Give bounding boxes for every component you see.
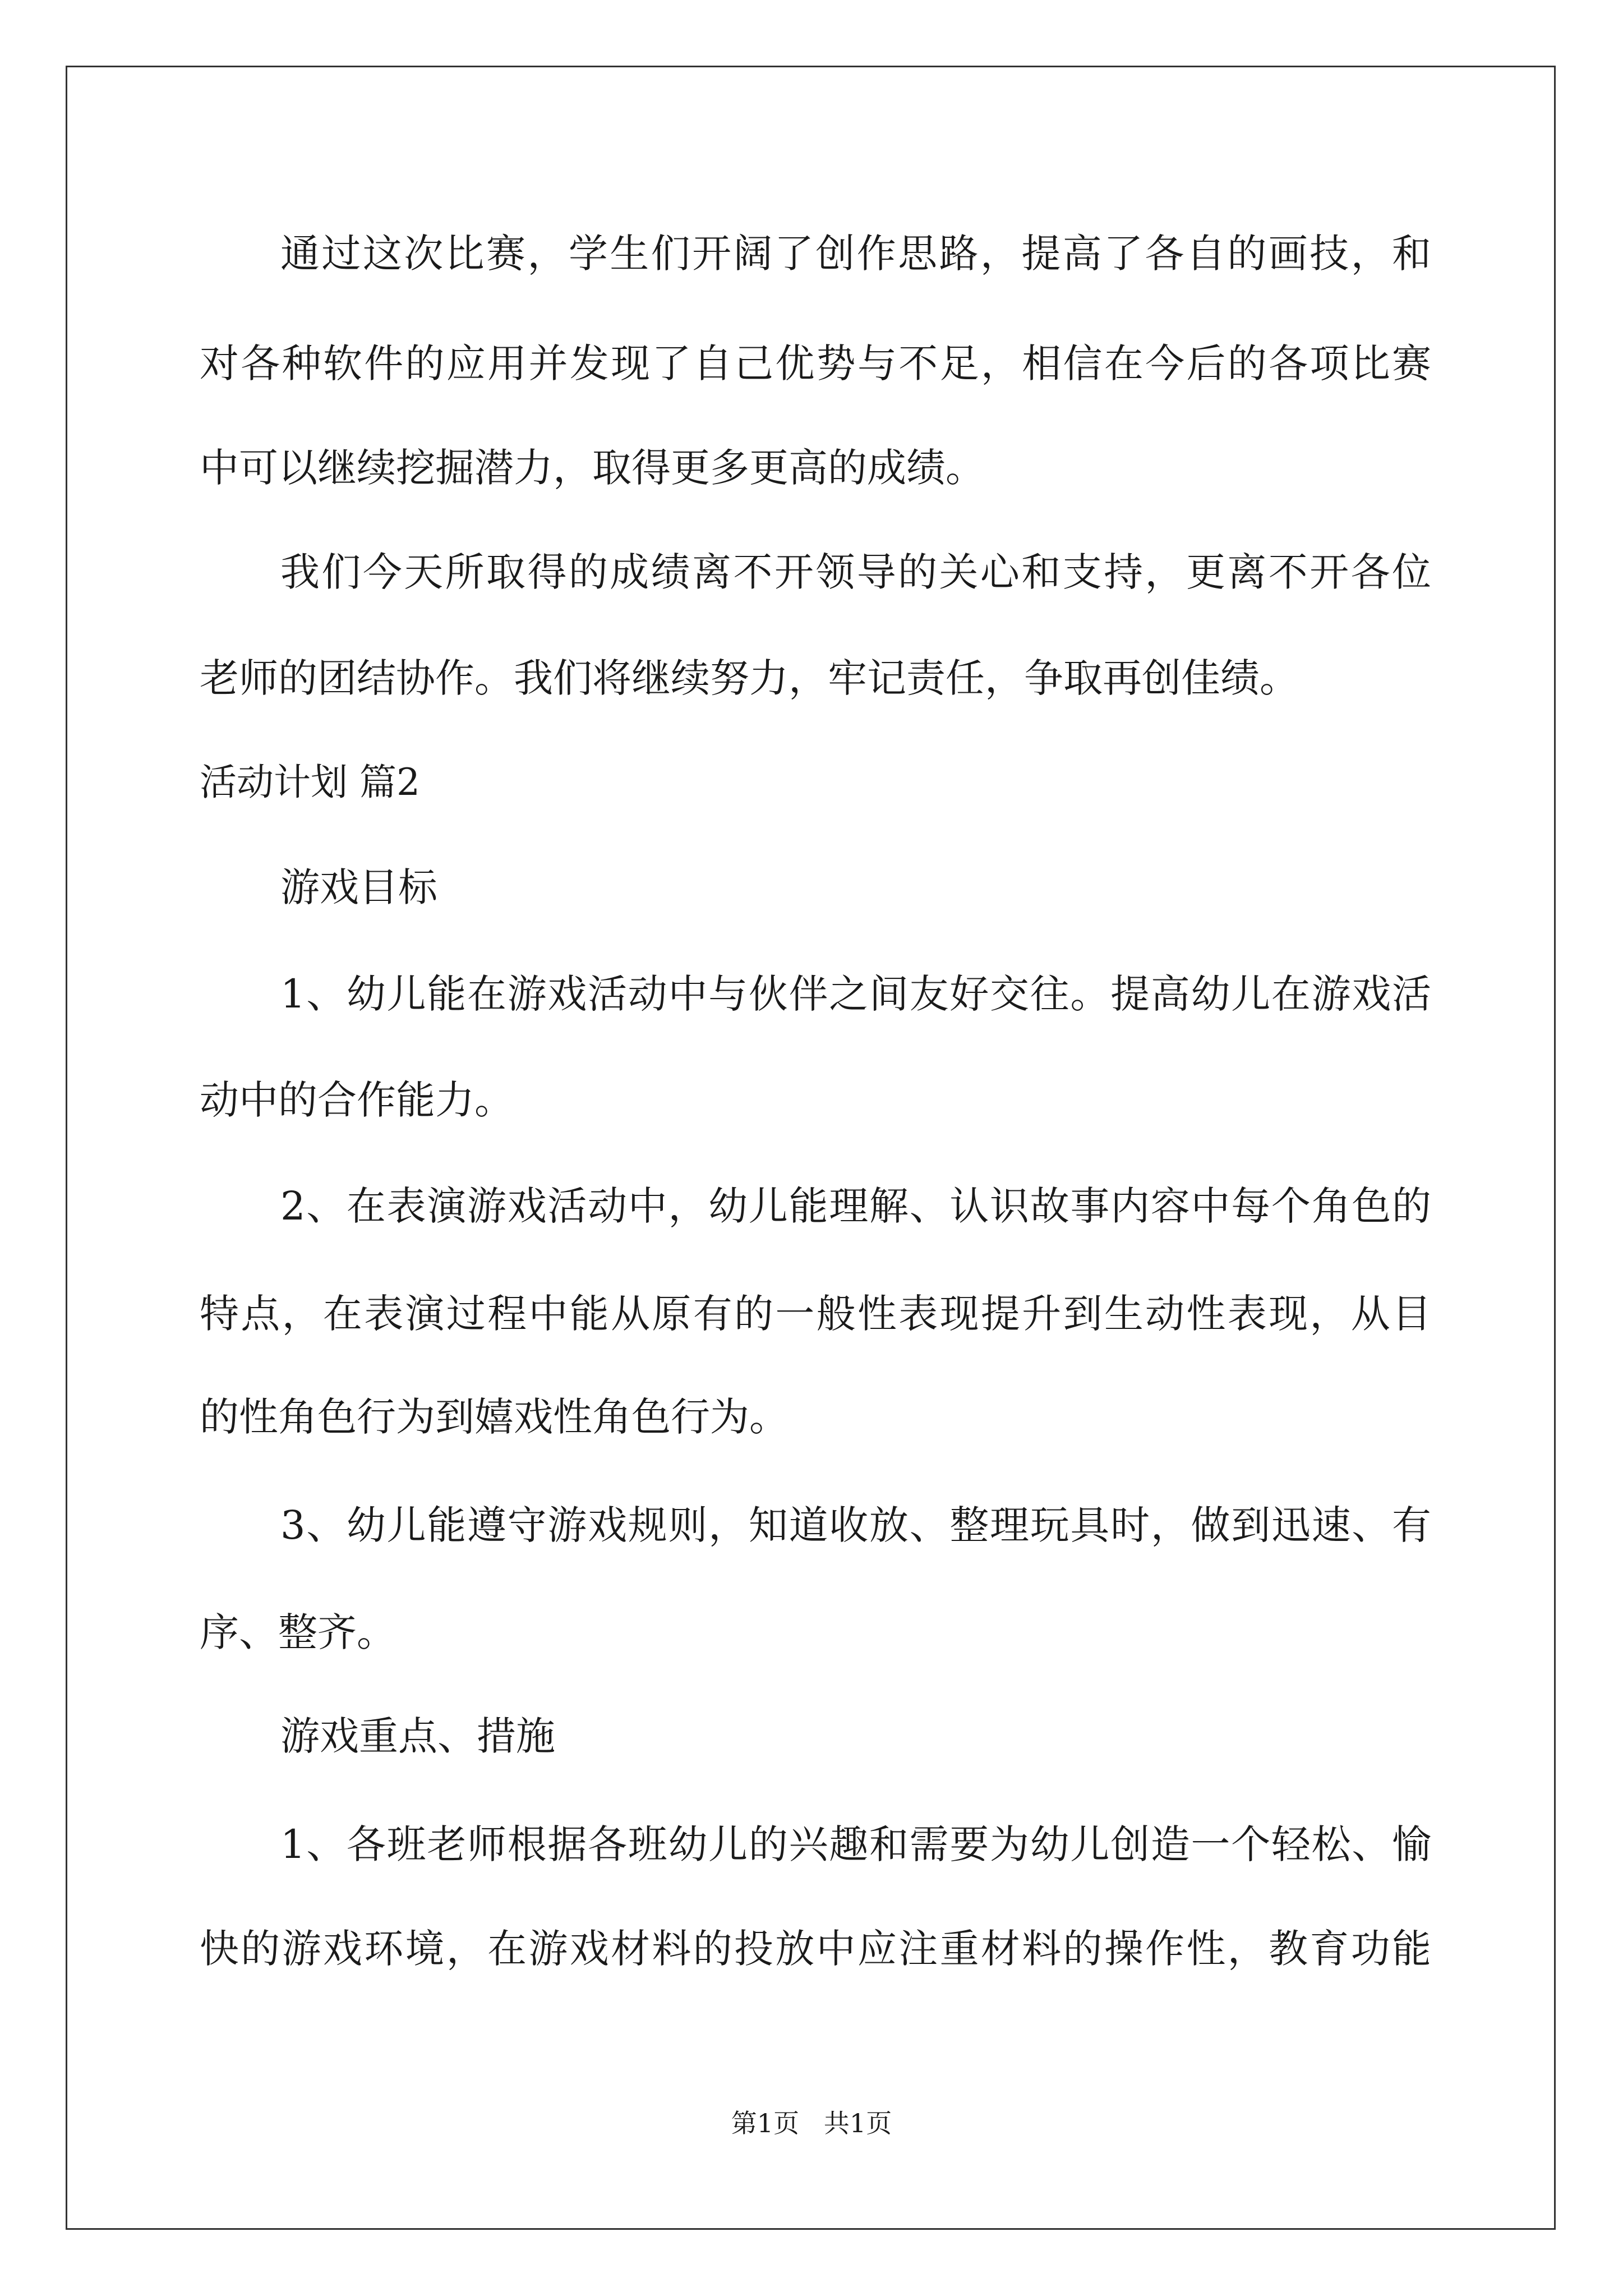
paragraph-line: 1、幼儿能在游戏活动中与伙伴之间友好交往。提高幼儿在游戏活 [280, 971, 1431, 1017]
page-footer: 第1页 共1页 [731, 2108, 892, 2138]
paragraph-line: 老师的团结协作。我们将继续努力，牢记责任，争取再创佳绩。 [200, 655, 1299, 701]
subheading: 游戏目标 [280, 864, 437, 910]
paragraph-line: 动中的合作能力。 [200, 1077, 514, 1123]
paragraph-line: 3、幼儿能遵守游戏规则，知道收放、整理玩具时，做到迅速、有 [280, 1502, 1431, 1548]
paragraph-line: 序、整齐。 [200, 1609, 396, 1655]
paragraph-line: 中可以继续挖掘潜力，取得更多更高的成绩。 [200, 445, 985, 491]
paragraph-line: 我们今天所取得的成绩离不开领导的关心和支持，更离不开各位 [280, 549, 1431, 595]
paragraph-line: 1、各班老师根据各班幼儿的兴趣和需要为幼儿创造一个轻松、愉 [280, 1821, 1431, 1867]
section-heading: 活动计划 篇2 [200, 761, 420, 804]
paragraph-line: 通过这次比赛，学生们开阔了创作思路，提高了各自的画技，和 [280, 231, 1431, 277]
subheading: 游戏重点、措施 [280, 1713, 555, 1759]
paragraph-line: 的性角色行为到嬉戏性角色行为。 [200, 1394, 789, 1440]
paragraph-line: 特点，在表演过程中能从原有的一般性表现提升到生动性表现，从目 [200, 1291, 1431, 1337]
paragraph-line: 2、在表演游戏活动中，幼儿能理解、认识故事内容中每个角色的 [280, 1183, 1431, 1229]
paragraph-line: 对各种软件的应用并发现了自己优势与不足，相信在今后的各项比赛 [200, 341, 1431, 386]
paragraph-line: 快的游戏环境，在游戏材料的投放中应注重材料的操作性，教育功能 [200, 1926, 1431, 1972]
